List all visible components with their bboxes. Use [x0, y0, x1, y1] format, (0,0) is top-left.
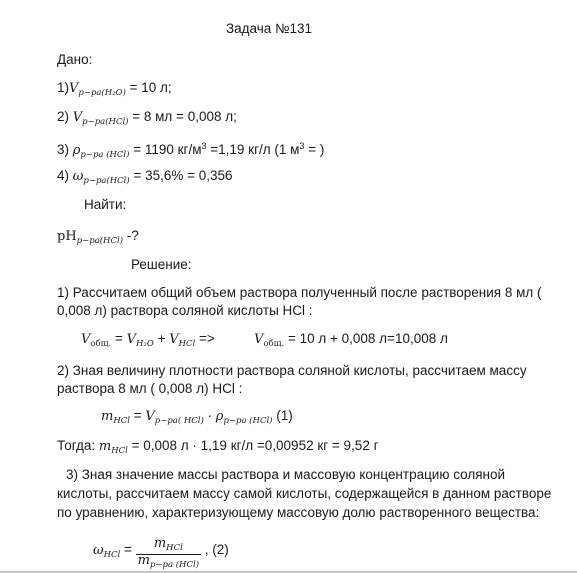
find-item — [57, 227, 139, 250]
volume-symbol: V — [81, 332, 91, 347]
mass-symbol: m — [137, 553, 150, 568]
subscript: р−ра(HCl) — [82, 117, 129, 127]
formula-total-volume-result — [254, 330, 448, 353]
value: = 10 л; — [125, 80, 172, 95]
subscript: р−ра(H₂O) — [78, 88, 126, 98]
given-item-2 — [57, 108, 237, 131]
ph-symbol: pH — [57, 229, 77, 244]
operator: = — [111, 331, 127, 346]
solution-heading: Решение: — [131, 257, 192, 272]
formula-mass — [101, 407, 293, 430]
item-number: 3) — [57, 142, 73, 157]
value: = ) — [304, 142, 325, 157]
operator: => — [195, 331, 215, 346]
formula-total-volume — [81, 330, 215, 353]
mass-symbol: m — [98, 439, 112, 454]
fraction — [136, 538, 201, 571]
value: -? — [123, 228, 139, 243]
item-number: 1) — [57, 80, 70, 95]
operator: + — [153, 331, 170, 346]
given-heading: Дано: — [57, 52, 93, 67]
value: = 10 л + 0,008 л=10,008 л — [284, 331, 448, 346]
subscript: р−ра (HCl) — [149, 560, 200, 570]
subscript: HCl — [166, 543, 183, 553]
value: = 0,008 л · 1,19 кг/л =0,00952 кг = 9,52 г — [127, 438, 379, 453]
operator: · — [203, 408, 216, 423]
equation-number: , (2) — [201, 542, 229, 558]
subscript: р−ра (HCl) — [223, 416, 273, 426]
operator: = — [129, 408, 146, 423]
step-3-text: кислоты, рассчитаем массу самой кислоты, содержащейся в данном растворе — [57, 486, 552, 501]
volume-symbol: V — [126, 332, 137, 347]
page-title: Задача №131 — [226, 21, 313, 36]
density-symbol: ρ — [72, 143, 81, 158]
subscript: общ. — [263, 339, 285, 349]
step-1-text: 1) Рассчитаем общий объем раствора полученный после растворения 8 мл ( — [57, 285, 542, 300]
item-number: 4) — [57, 168, 73, 183]
step-3-text: по уравнению, характеризующему массовую долю растворенного вещества: — [57, 505, 540, 520]
mass-fraction-symbol: ω — [72, 169, 84, 184]
subscript: р−ра( HCl) — [154, 416, 204, 426]
subscript: H₂O — [136, 339, 154, 349]
step-2-text: раствора 8 мл ( 0,008 л) HCl : — [57, 381, 243, 396]
subscript: HCl — [113, 416, 130, 426]
superscript: 3 — [201, 141, 207, 151]
subscript: р−ра(HCl) — [83, 176, 130, 186]
mass-fraction-symbol: ω — [93, 543, 104, 559]
subscript: HCl — [111, 446, 128, 456]
subscript: HCl — [103, 550, 121, 561]
given-item-1 — [57, 79, 172, 102]
subscript: р−ра(HCl) — [76, 236, 124, 246]
mass-symbol: m — [101, 409, 114, 424]
mass-symbol: m — [153, 536, 167, 551]
value: = 8 мл = 0,008 л; — [128, 109, 237, 124]
volume-symbol: V — [69, 81, 79, 96]
subscript: общ. — [90, 339, 112, 349]
given-item-3 — [57, 137, 324, 164]
subscript: р−ра (HCl) — [80, 150, 130, 160]
value: =1,19 кг/л (1 м — [206, 142, 300, 157]
volume-symbol: V — [145, 409, 155, 424]
equation-number: (1) — [272, 408, 293, 423]
formula-mass-fraction — [93, 534, 229, 570]
fraction-denominator — [136, 555, 201, 571]
step-1-text: 0,008 л) раствора соляной кислоты HCl : — [57, 303, 313, 318]
then-calculation — [57, 437, 379, 460]
find-heading: Найти: — [84, 197, 127, 212]
volume-symbol: V — [169, 332, 179, 347]
subscript: HCl — [178, 339, 196, 349]
then-label: Тогда: — [57, 438, 99, 453]
superscript: 3 — [299, 141, 305, 151]
step-2-text: 2) Зная величину плотности раствора соляной кислоты, рассчитаем массу — [57, 363, 527, 378]
density-symbol: ρ — [215, 409, 224, 424]
item-number: 2) — [57, 109, 73, 124]
given-item-4 — [57, 167, 233, 190]
volume-symbol: V — [72, 110, 83, 125]
value: = 35,6% = 0,356 — [129, 168, 233, 183]
operator: = — [120, 542, 136, 558]
volume-symbol: V — [254, 332, 264, 347]
step-3-text: 3) Зная значение массы раствора и массовую концентрацию соляной — [66, 467, 506, 482]
value: = 1190 кг/м — [129, 142, 202, 157]
